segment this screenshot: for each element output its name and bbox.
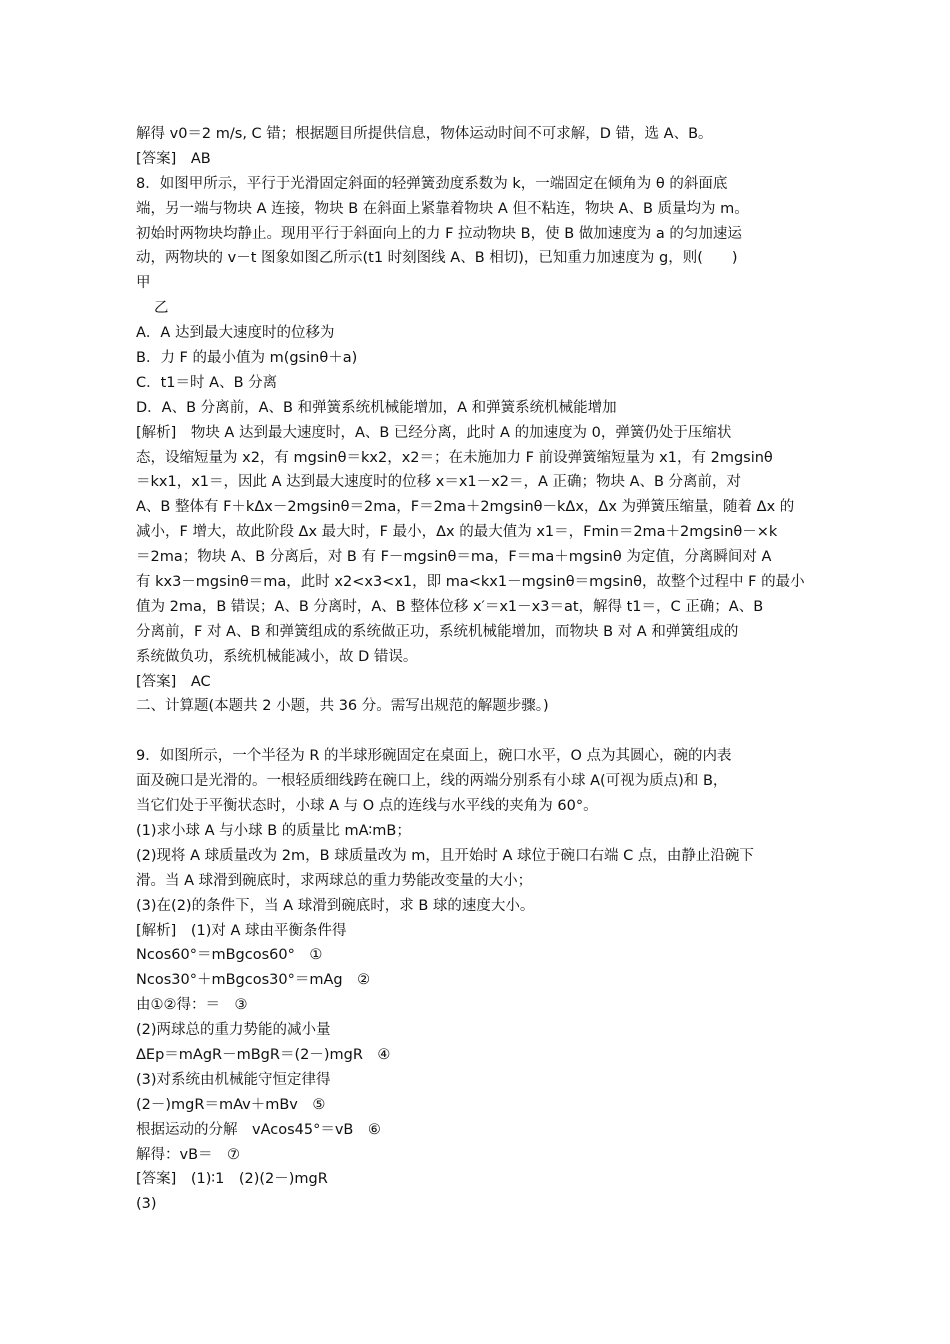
analysis-text: [解析] (1)对 A 球由平衡条件得 [136,922,347,939]
analysis-text: ＝kx1，x1＝，因此 A 达到最大速度时的位移 x＝x1－x2＝，A 正确；物块 A、B 分离前，对 [136,474,742,491]
section-heading: 二、计算题(本题共 2 小题，共 36 分。需写出规范的解题步骤。) [136,698,549,715]
analysis-text: 有 kx3－mgsinθ＝ma，此时 x2<x3<x1，即 ma<kx1－mgsinθ＝mgsinθ，故整个过程中 F 的最小 [136,574,805,591]
figure-label-yi: 乙 [154,300,169,317]
analysis-text: 减小，F 增大，故此阶段 Δx 最大时，F 最小，Δx 的最大值为 x1＝，Fmin＝2ma＋2mgsinθ－×k [136,524,778,541]
answer-line: [答案] AC [136,673,211,690]
sub-question-3: (3)在(2)的条件下，当 A 球滑到碗底时，求 B 球的速度大小。 [136,897,535,914]
answer-line: [答案] AB [136,150,211,167]
answer-line: [答案] (1)∶1 (2)(2－)mgR [136,1171,328,1188]
option-d: D．A、B 分离前，A、B 和弹簧系统机械能增加，A 和弹簧系统机械能增加 [136,399,617,416]
analysis-text: (3)对系统由机械能守恒定律得 [136,1071,331,1088]
question-8-text: 初始时两物块均静止。现用平行于斜面向上的力 F 拉动物块 B，使 B 做加速度为 a 的匀加速运 [136,225,742,242]
question-9-text: 当它们处于平衡状态时，小球 A 与 O 点的连线与水平线的夹角为 60°。 [136,798,598,815]
sub-question-1: (1)求小球 A 与小球 B 的质量比 mA∶mB； [136,822,411,839]
answer-line: (3) [136,1196,157,1213]
problem-9-section [136,744,826,1217]
document-page [136,122,826,1217]
sub-question-2: (2)现将 A 球质量改为 2m，B 球质量改为 m，且开始时 A 球位于碗口右端 C 点，由静止沿碗下 [136,847,754,864]
question-8-text: 端，另一端与物块 A 连接，物块 B 在斜面上紧靠着物块 A 但不粘连，物块 A、B 质量均为 m。 [136,200,749,217]
sub-question-2: 滑。当 A 球滑到碗底时，求两球总的重力势能改变量的大小； [136,872,533,889]
option-b: B．力 F 的最小值为 m(gsinθ＋a) [136,350,358,367]
question-8-text: 动，两物块的 v－t 图象如图乙所示(t1 时刻图线 A、B 相切)，已知重力加速度为 g，则( ) [136,250,738,267]
equation-5: (2－)mgR＝mAv＋mBv ⑤ [136,1096,326,1113]
analysis-text: 态，设缩短量为 x2，有 mgsinθ＝kx2，x2＝；在未施加力 F 前设弹簧缩短量为 x1，有 2mgsinθ [136,449,773,466]
question-9-text: 9．如图所示，一个半径为 R 的半球形碗固定在桌面上，碗口水平，O 点为其圆心，碗的内表 [136,748,732,765]
figure-label-jia: 甲 [136,275,151,292]
analysis-text: A、B 整体有 F＋kΔx－2mgsinθ＝2ma，F＝2ma＋2mgsinθ－kΔx，Δx 为弹簧压缩量，随着 Δx 的 [136,499,795,516]
analysis-text: [解析] 物块 A 达到最大速度时，A、B 已经分离，此时 A 的加速度为 0，弹簧仍处于压缩状 [136,424,732,441]
analysis-text: 分离前，F 对 A、B 和弹簧组成的系统做正功，系统机械能增加，而物块 B 对 A 和弹簧组成的 [136,623,739,640]
problem-8-section [136,122,826,719]
equation-4: ΔEp＝mAgR－mBgR＝(2－)mgR ④ [136,1046,391,1063]
equation-7: 解得：vB＝ ⑦ [136,1146,241,1163]
option-a: A．A 达到最大速度时的位移为 [136,325,335,342]
equation-1: Ncos60°＝mBgcos60° ① [136,947,323,964]
equation-2: Ncos30°＋mBgcos30°＝mAg ② [136,972,371,989]
text-line: 解得 v0＝2 m/s, C 错；根据题目所提供信息，物体运动时间不可求解，D 错，选 A、B。 [136,126,713,142]
equation-3: 由①②得：＝ ③ [136,997,248,1014]
analysis-text: (2)两球总的重力势能的减小量 [136,1022,331,1039]
analysis-text: 系统做负功，系统机械能减小，故 D 错误。 [136,648,418,665]
blank-spacer [136,719,826,744]
option-c: C．t1＝时 A、B 分离 [136,374,278,391]
equation-6: 根据运动的分解 vAcos45°＝vB ⑥ [136,1121,381,1138]
question-8-text: 8．如图甲所示，平行于光滑固定斜面的轻弹簧劲度系数为 k，一端固定在倾角为 θ 的斜面底 [136,175,728,192]
question-9-text: 面及碗口是光滑的。一根轻质细线跨在碗口上，线的两端分别系有小球 A(可视为质点)和 B， [136,773,728,790]
analysis-text: 值为 2ma，B 错误；A、B 分离时，A、B 整体位移 x′＝x1－x3＝at，解得 t1＝，C 正确；A、B [136,598,764,615]
analysis-text: ＝2ma；物块 A、B 分离后，对 B 有 F－mgsinθ＝ma，F＝ma＋mgsinθ 为定值，分离瞬间对 A [136,549,772,566]
